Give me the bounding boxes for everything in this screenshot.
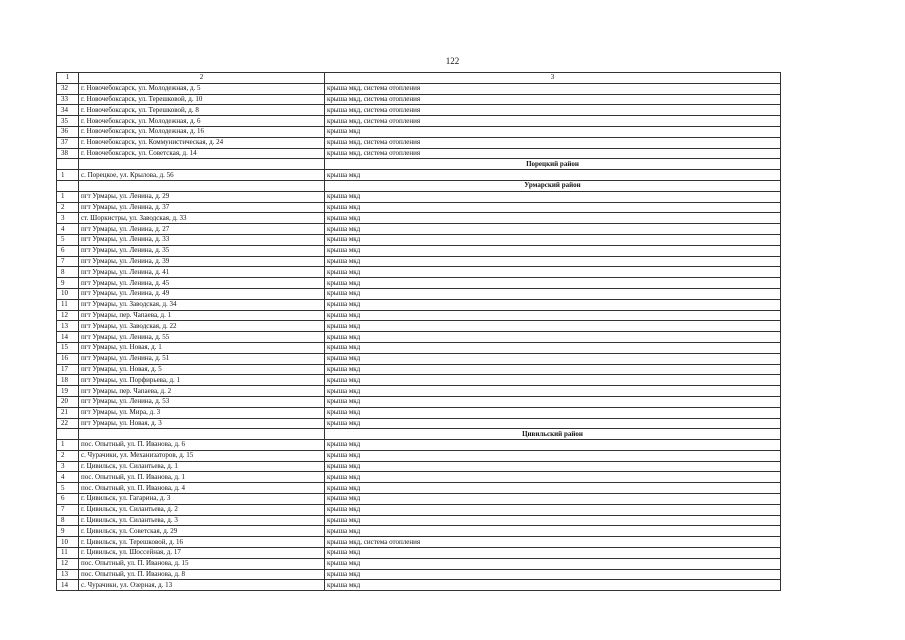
- column-number-1: 1: [57, 73, 79, 84]
- work-type-cell: крыша мкд: [325, 202, 781, 213]
- table-row: [57, 245, 781, 256]
- address-cell: пгт Урмары, ул. Мира, д. 3: [79, 407, 325, 418]
- work-type-cell: крыша мкд: [325, 515, 781, 526]
- registry-table: [56, 72, 781, 591]
- work-type-cell: крыша мкд: [325, 278, 781, 289]
- table-row: [57, 548, 781, 559]
- table-row: [57, 461, 781, 472]
- address-cell: г. Новочебоксарск, ул. Молодежная, д. 16: [79, 126, 325, 137]
- work-type-cell: крыша мкд: [325, 504, 781, 515]
- row-number: 1: [57, 170, 79, 181]
- table-row: [57, 83, 781, 94]
- address-cell: пос. Опытный, ул. П. Иванова, д. 8: [79, 569, 325, 580]
- address-cell: г. Цивильск, ул. Шоссейная, д. 17: [79, 548, 325, 559]
- table-row: [57, 116, 781, 127]
- work-type-cell: крыша мкд: [325, 461, 781, 472]
- row-number: 34: [57, 105, 79, 116]
- work-type-cell: крыша мкд: [325, 472, 781, 483]
- district-header-row: [57, 159, 781, 170]
- row-number: 33: [57, 94, 79, 105]
- row-number: 10: [57, 537, 79, 548]
- address-cell: с. Чурачики, ул. Озерная, д. 13: [79, 580, 325, 591]
- address-cell: г. Новочебоксарск, ул. Молодежная, д. 6: [79, 116, 325, 127]
- work-type-cell: крыша мкд: [325, 126, 781, 137]
- row-number: 3: [57, 461, 79, 472]
- table-row: [57, 137, 781, 148]
- work-type-cell: крыша мкд: [325, 526, 781, 537]
- row-number: 9: [57, 278, 79, 289]
- table-row: [57, 386, 781, 397]
- address-cell: пгт Урмары, ул. Новая, д. 3: [79, 418, 325, 429]
- address-cell: пгт Урмары, ул. Ленина, д. 37: [79, 202, 325, 213]
- row-number: 16: [57, 353, 79, 364]
- work-type-cell: крыша мкд: [325, 548, 781, 559]
- work-type-cell: крыша мкд: [325, 407, 781, 418]
- work-type-cell: крыша мкд: [325, 234, 781, 245]
- table-row: [57, 504, 781, 515]
- address-cell: пос. Опытный, ул. П. Иванова, д. 15: [79, 558, 325, 569]
- work-type-cell: крыша мкд: [325, 364, 781, 375]
- work-type-cell: крыша мкд, система отопления: [325, 148, 781, 159]
- row-number: 15: [57, 342, 79, 353]
- row-number: 17: [57, 364, 79, 375]
- work-type-cell: крыша мкд, система отопления: [325, 537, 781, 548]
- work-type-cell: крыша мкд: [325, 213, 781, 224]
- address-cell: г. Цивильск, ул. Советская, д. 29: [79, 526, 325, 537]
- address-cell: пгт Урмары, ул. Заводская, д. 34: [79, 299, 325, 310]
- table-row: [57, 299, 781, 310]
- district-title: Порецкий район: [325, 159, 781, 170]
- work-type-cell: крыша мкд: [325, 342, 781, 353]
- table-row: [57, 569, 781, 580]
- row-number: 6: [57, 494, 79, 505]
- table-row: [57, 256, 781, 267]
- row-number: 21: [57, 407, 79, 418]
- row-number: 22: [57, 418, 79, 429]
- address-cell: пгт Урмары, ул. Новая, д. 1: [79, 342, 325, 353]
- work-type-cell: крыша мкд, система отопления: [325, 137, 781, 148]
- row-number: 36: [57, 126, 79, 137]
- table-row: [57, 364, 781, 375]
- table-row: [57, 515, 781, 526]
- address-cell: пос. Опытный, ул. П. Иванова, д. 4: [79, 483, 325, 494]
- district-title: Урмарский район: [325, 180, 781, 191]
- address-cell: пгт Урмары, ул. Ленина, д. 27: [79, 224, 325, 235]
- row-number: 5: [57, 483, 79, 494]
- row-number: 13: [57, 569, 79, 580]
- table-row: [57, 494, 781, 505]
- table-row: [57, 353, 781, 364]
- row-number: 8: [57, 515, 79, 526]
- table-row: [57, 288, 781, 299]
- row-number: 1: [57, 440, 79, 451]
- work-type-cell: крыша мкд: [325, 353, 781, 364]
- table-row: [57, 342, 781, 353]
- row-number: 10: [57, 288, 79, 299]
- work-type-cell: крыша мкд: [325, 245, 781, 256]
- table-row: [57, 472, 781, 483]
- address-cell: пгт Урмары, ул. Ленина, д. 55: [79, 332, 325, 343]
- address-cell: пгт Урмары, пер. Чапаева, д. 2: [79, 386, 325, 397]
- row-number: 35: [57, 116, 79, 127]
- work-type-cell: крыша мкд, система отопления: [325, 83, 781, 94]
- address-cell: пос. Опытный, ул. П. Иванова, д. 1: [79, 472, 325, 483]
- address-cell: ст. Шоркистры, ул. Заводская, д. 33: [79, 213, 325, 224]
- table-row: [57, 450, 781, 461]
- row-number: 13: [57, 321, 79, 332]
- work-type-cell: крыша мкд: [325, 450, 781, 461]
- address-cell: г. Цивильск, ул. Силантьева, д. 1: [79, 461, 325, 472]
- work-type-cell: крыша мкд: [325, 332, 781, 343]
- registry-table-body: [57, 73, 781, 591]
- work-type-cell: крыша мкд: [325, 396, 781, 407]
- address-cell: г. Новочебоксарск, ул. Молодежная, д. 5: [79, 83, 325, 94]
- row-number: 14: [57, 332, 79, 343]
- row-number: 11: [57, 548, 79, 559]
- row-number: 2: [57, 450, 79, 461]
- address-cell: с. Порецкое, ул. Крылова, д. 56: [79, 170, 325, 181]
- table-row: [57, 396, 781, 407]
- address-cell: пгт Урмары, ул. Порфирьева, д. 1: [79, 375, 325, 386]
- table-row: [57, 105, 781, 116]
- row-number: 7: [57, 256, 79, 267]
- district-title: Цивильский район: [325, 429, 781, 440]
- row-number: 38: [57, 148, 79, 159]
- table-row: [57, 191, 781, 202]
- address-cell: пгт Урмары, ул. Ленина, д. 33: [79, 234, 325, 245]
- table-row: [57, 537, 781, 548]
- address-cell: пгт Урмары, ул. Ленина, д. 49: [79, 288, 325, 299]
- column-number-3: 3: [325, 73, 781, 84]
- address-cell: пгт Урмары, ул. Ленина, д. 35: [79, 245, 325, 256]
- work-type-cell: крыша мкд: [325, 267, 781, 278]
- table-row: [57, 202, 781, 213]
- row-number: 32: [57, 83, 79, 94]
- work-type-cell: крыша мкд: [325, 494, 781, 505]
- row-number: 7: [57, 504, 79, 515]
- address-cell: с. Чурачики, ул. Механизаторов, д. 15: [79, 450, 325, 461]
- work-type-cell: крыша мкд: [325, 386, 781, 397]
- row-number: 12: [57, 310, 79, 321]
- table-row: [57, 483, 781, 494]
- row-number: 5: [57, 234, 79, 245]
- page-number: 122: [445, 56, 460, 66]
- address-cell: пос. Опытный, ул. П. Иванова, д. 6: [79, 440, 325, 451]
- table-row: [57, 94, 781, 105]
- address-cell: пгт Урмары, ул. Новая, д. 5: [79, 364, 325, 375]
- work-type-cell: крыша мкд, система отопления: [325, 105, 781, 116]
- address-cell: пгт Урмары, ул. Ленина, д. 53: [79, 396, 325, 407]
- work-type-cell: крыша мкд: [325, 375, 781, 386]
- row-number: 3: [57, 213, 79, 224]
- work-type-cell: крыша мкд: [325, 191, 781, 202]
- work-type-cell: крыша мкд: [325, 418, 781, 429]
- row-number: 20: [57, 396, 79, 407]
- row-number: 19: [57, 386, 79, 397]
- table-row: [57, 526, 781, 537]
- district-header-row: [57, 429, 781, 440]
- district-header-row: [57, 180, 781, 191]
- row-number: 11: [57, 299, 79, 310]
- work-type-cell: крыша мкд: [325, 170, 781, 181]
- table-row: [57, 224, 781, 235]
- row-number: 1: [57, 191, 79, 202]
- address-cell: пгт Урмары, пер. Чапаева, д. 1: [79, 310, 325, 321]
- table-row: [57, 213, 781, 224]
- address-cell: г. Цивильск, ул. Гагарина, д. 3: [79, 494, 325, 505]
- address-cell: пгт Урмары, ул. Ленина, д. 39: [79, 256, 325, 267]
- work-type-cell: крыша мкд: [325, 310, 781, 321]
- work-type-cell: крыша мкд: [325, 256, 781, 267]
- address-cell: г. Новочебоксарск, ул. Коммунистическая, д. 24: [79, 137, 325, 148]
- table-row: [57, 170, 781, 181]
- table-row: [57, 332, 781, 343]
- work-type-cell: крыша мкд: [325, 440, 781, 451]
- work-type-cell: крыша мкд: [325, 321, 781, 332]
- row-number: 9: [57, 526, 79, 537]
- column-number-row: [57, 73, 781, 84]
- work-type-cell: крыша мкд: [325, 299, 781, 310]
- address-cell: г. Новочебоксарск, ул. Терешковой, д. 10: [79, 94, 325, 105]
- address-cell: пгт Урмары, ул. Ленина, д. 45: [79, 278, 325, 289]
- table-row: [57, 375, 781, 386]
- address-cell: г. Новочебоксарск, ул. Советская, д. 14: [79, 148, 325, 159]
- address-cell: пгт Урмары, ул. Заводская, д. 22: [79, 321, 325, 332]
- row-number: 12: [57, 558, 79, 569]
- row-number: 8: [57, 267, 79, 278]
- table-row: [57, 234, 781, 245]
- table-row: [57, 126, 781, 137]
- address-cell: пгт Урмары, ул. Ленина, д. 41: [79, 267, 325, 278]
- table-row: [57, 310, 781, 321]
- row-number: 4: [57, 224, 79, 235]
- row-number: 18: [57, 375, 79, 386]
- work-type-cell: крыша мкд, система отопления: [325, 94, 781, 105]
- table-row: [57, 418, 781, 429]
- row-number: 2: [57, 202, 79, 213]
- row-number: 14: [57, 580, 79, 591]
- work-type-cell: крыша мкд: [325, 580, 781, 591]
- work-type-cell: крыша мкд: [325, 569, 781, 580]
- table-row: [57, 321, 781, 332]
- work-type-cell: крыша мкд: [325, 224, 781, 235]
- table-row: [57, 440, 781, 451]
- table-row: [57, 558, 781, 569]
- address-cell: г. Цивильск, ул. Терешковой, д. 16: [79, 537, 325, 548]
- address-cell: пгт Урмары, ул. Ленина, д. 51: [79, 353, 325, 364]
- table-row: [57, 278, 781, 289]
- work-type-cell: крыша мкд: [325, 288, 781, 299]
- table-row: [57, 580, 781, 591]
- table-row: [57, 407, 781, 418]
- row-number: 4: [57, 472, 79, 483]
- table-row: [57, 148, 781, 159]
- column-number-2: 2: [79, 73, 325, 84]
- row-number: 37: [57, 137, 79, 148]
- address-cell: г. Новочебоксарск, ул. Терешковой, д. 8: [79, 105, 325, 116]
- row-number: 6: [57, 245, 79, 256]
- address-cell: г. Цивильск, ул. Силантьева, д. 3: [79, 515, 325, 526]
- work-type-cell: крыша мкд: [325, 483, 781, 494]
- address-cell: г. Цивильск, ул. Силантьева, д. 2: [79, 504, 325, 515]
- address-cell: пгт Урмары, ул. Ленина, д. 29: [79, 191, 325, 202]
- table-row: [57, 267, 781, 278]
- work-type-cell: крыша мкд: [325, 558, 781, 569]
- work-type-cell: крыша мкд, система отопления: [325, 116, 781, 127]
